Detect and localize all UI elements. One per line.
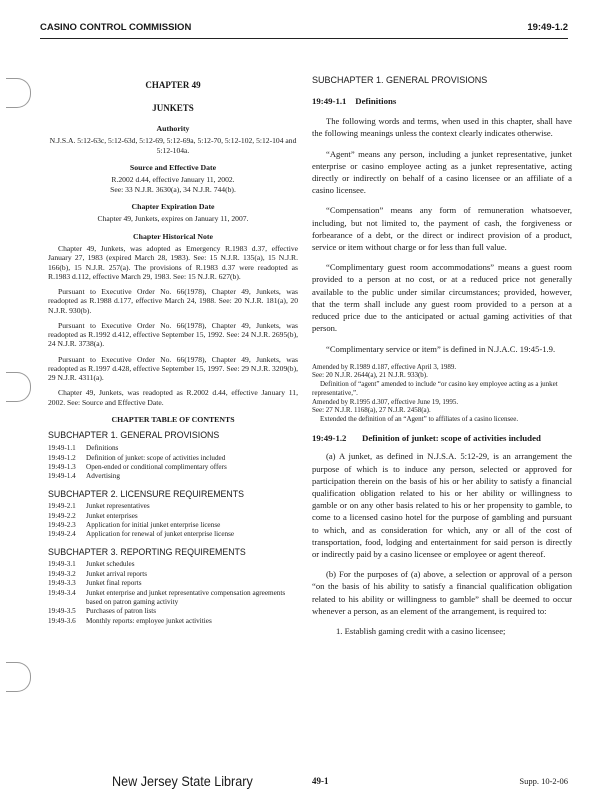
punch-hole-top bbox=[6, 78, 31, 108]
toc-row bbox=[48, 560, 298, 569]
chapter-title: JUNKETS bbox=[152, 102, 194, 113]
toc-title: Application for initial junket enterprise license bbox=[86, 521, 221, 530]
header-rule bbox=[40, 38, 568, 39]
expiration-heading: Chapter Expiration Date bbox=[131, 201, 215, 211]
toc-row bbox=[48, 589, 298, 608]
section-number: 19:49-1.1 bbox=[312, 95, 347, 106]
toc-row bbox=[48, 607, 298, 616]
toc-number: 19:49-3.4 bbox=[48, 588, 76, 597]
subchapter-heading: SUBCHAPTER 1. GENERAL PROVISIONS bbox=[312, 75, 488, 85]
history-line: See: 20 N.J.R. 2644(a), 21 N.J.R. 933(b). bbox=[312, 371, 428, 380]
section-title: Definition of junket: scope of activities included bbox=[362, 432, 541, 443]
history-line: Amended by R.1989 d.187, effective April 3, 1989. bbox=[312, 362, 457, 371]
toc-row bbox=[48, 521, 298, 530]
section-title: Definitions bbox=[355, 95, 397, 106]
history-paragraph-2: Pursuant to Executive Order No. 66(1978), Chapter 49, Junkets, was readopted as R.1988 d.177, effective March 24, 1988. See: 20 N.J.R. 181(a), 20 N.J.R. 930(b). bbox=[48, 287, 298, 315]
toc-subchapter-title: SUBCHAPTER 1. GENERAL PROVISIONS bbox=[48, 430, 220, 441]
toc-row bbox=[48, 472, 298, 481]
toc-row bbox=[48, 530, 298, 539]
toc-title: Open-ended or conditional complimentary offers bbox=[86, 462, 227, 471]
toc-number: 19:49-2.2 bbox=[48, 511, 76, 520]
authority-text: N.J.S.A. 5:12-63c, 5:12-63d, 5:12-69, 5:12-69a, 5:12-70, 5:12-102, 5:12-104 and 5:12-104a. bbox=[49, 136, 297, 155]
toc-number: 19:49-3.1 bbox=[48, 560, 76, 569]
toc-row bbox=[48, 502, 298, 511]
history-line: Amended by R.1995 d.307, effective June 19, 1995. bbox=[312, 397, 459, 406]
toc-row bbox=[48, 454, 298, 463]
toc-row bbox=[48, 463, 298, 472]
section-heading-1-2 bbox=[312, 432, 572, 444]
list-item-1: 1. Establish gaming credit with a casino licensee; bbox=[336, 626, 506, 637]
right-column bbox=[312, 74, 572, 637]
source-line-1: R.2002 d.44, effective January 11, 2002. bbox=[111, 175, 235, 185]
page-number: 49-1 bbox=[312, 776, 329, 786]
toc-number: 19:49-3.2 bbox=[48, 569, 76, 578]
toc-number: 19:49-1.1 bbox=[48, 444, 76, 453]
running-header bbox=[40, 22, 568, 36]
toc-title: Junket final reports bbox=[86, 579, 142, 588]
toc-title: Monthly reports: employee junket activities bbox=[86, 616, 212, 625]
history-line: Extended the definition of an “Agent” to affiliates of a casino licensee. bbox=[320, 415, 519, 424]
toc-number: 19:49-1.2 bbox=[48, 453, 76, 462]
authority-heading: Authority bbox=[156, 123, 190, 133]
history-paragraph-4: Pursuant to Executive Order No. 66(1978), Chapter 49, Junkets, was readopted as R.1997 d.428, effective September 15, 1997. See: 29 N.J.R. 3209(b), 29 N.J.R. 4311(a). bbox=[48, 354, 298, 383]
definitions-intro: The following words and terms, when used in this chapter, shall have the following meanings unless the context clearly indicates otherwise. bbox=[312, 116, 572, 139]
definition-agent: “Agent” means any person, including a junket representative, junket enterprise or casino employee acting as a junket representative, acting directly or indirectly on behalf of a casino licensee or an affiliate of a casino licensee. bbox=[312, 148, 572, 196]
definition-guest-room: “Complimentary guest room accommodations” means a guest room provided to a person at no cost, or at a reduced price not generally available to the public under similar circumstances; provided, however, that the term shall include any guest room provided to a person at a reduced price due to the anticipated or actual gaming activities of that person. bbox=[312, 262, 572, 334]
toc-title: Definitions bbox=[86, 444, 119, 453]
toc-number: 19:49-2.1 bbox=[48, 502, 76, 511]
chapter-number: CHAPTER 49 bbox=[145, 80, 201, 90]
toc-title: Purchases of patron lists bbox=[86, 607, 157, 616]
toc-title: Junket enterprises bbox=[86, 511, 138, 520]
toc-subchapter-title: SUBCHAPTER 3. REPORTING REQUIREMENTS bbox=[48, 546, 246, 557]
toc-title: Advertising bbox=[86, 472, 120, 481]
toc-title: Application for renewal of junket enterprise license bbox=[86, 530, 235, 539]
supplement-date: Supp. 10-2-06 bbox=[519, 776, 568, 786]
toc-row bbox=[48, 512, 298, 521]
definition-service-item: “Complimentary service or item” is defined in N.J.A.C. 19:45-1.9. bbox=[326, 343, 556, 354]
toc-heading: CHAPTER TABLE OF CONTENTS bbox=[111, 414, 235, 424]
toc-title: Definition of junket: scope of activities included bbox=[86, 453, 226, 462]
section-number: 19:49-1.2 bbox=[312, 432, 347, 443]
left-column bbox=[48, 80, 298, 633]
toc-title: Junket representatives bbox=[86, 502, 150, 511]
toc-subchapter-title: SUBCHAPTER 2. LICENSURE REQUIREMENTS bbox=[48, 488, 245, 499]
toc-title: Junket enterprise and junket representative compensation agreements based on patron gaming activity bbox=[86, 588, 286, 606]
toc-number: 19:49-2.4 bbox=[48, 530, 76, 539]
toc-number: 19:49-1.4 bbox=[48, 472, 76, 481]
history-heading: Chapter Historical Note bbox=[133, 231, 213, 241]
history-paragraph-3: Pursuant to Executive Order No. 66(1978), Chapter 49, Junkets, was readopted as R.1992 d.412, effective September 15, 1992. See: 24 N.J.R. 2695(b), 24 N.J.R. 3738(a). bbox=[48, 320, 298, 349]
history-line: See: 27 N.J.R. 1168(a), 27 N.J.R. 2458(a). bbox=[312, 406, 431, 415]
toc-row bbox=[48, 444, 298, 453]
toc-row bbox=[48, 579, 298, 588]
punch-hole-middle bbox=[6, 372, 31, 402]
toc-number: 19:49-3.3 bbox=[48, 579, 76, 588]
paragraph-a: (a) A junket, as defined in N.J.S.A. 5:12-29, is an arrangement the purpose of which is to induce any person, selected or approved for participation therein on the basis of his or her ability to satisfy a financial qualification obligation related to his or her ability or willingness to gamble or on any other basis related to his or her propensity to gamble, to come to a licensed casino hotel for the purpose of gambling and pursuant to which, and as consideration for which, any or all of the cost of transportation, food, lodging and entertainment for said person is directly or indirectly paid by a casino licensee or employee or agent thereof. bbox=[312, 451, 572, 560]
history-paragraph-5: Chapter 49, Junkets, was readopted as R.2002 d.44, effective January 11, 2002. See: Source and Effective Date. bbox=[48, 388, 298, 407]
definition-compensation: “Compensation” means any form of remuneration whatsoever, including, but not limited to, the payment of cash, the forgiveness or forbearance of a debt, or the direct or indirect provision of a product, service or item without charge or for less than full value. bbox=[312, 205, 572, 253]
amendment-history bbox=[312, 363, 572, 424]
toc-title: Junket schedules bbox=[86, 560, 135, 569]
paragraph-b: (b) For the purposes of (a) above, a selection or approval of a person “on the basis of his ability to satisfy a financial qualification obligation related to his ability or willingness to gamble” shall be deemed to occur whenever a person, as an element of the arrangement, is required to: bbox=[312, 569, 572, 616]
toc-number: 19:49-3.5 bbox=[48, 607, 76, 616]
history-line: Definition of “agent” amended to include “or casino key employee acting as a junket representative,”. bbox=[312, 380, 558, 397]
toc-subchapter-3 bbox=[48, 547, 298, 626]
header-agency: CASINO CONTROL COMMISSION bbox=[40, 22, 192, 33]
header-section: 19:49-1.2 bbox=[527, 22, 568, 33]
toc-row bbox=[48, 617, 298, 626]
toc-number: 19:49-3.6 bbox=[48, 616, 76, 625]
section-heading-1-1 bbox=[312, 95, 572, 107]
toc-title: Junket arrival reports bbox=[86, 569, 148, 578]
source-line-2: See: 33 N.J.R. 3630(a), 34 N.J.R. 744(b). bbox=[110, 184, 236, 194]
toc-subchapter-1 bbox=[48, 430, 298, 481]
punch-hole-bottom bbox=[6, 662, 31, 692]
expiration-text: Chapter 49, Junkets, expires on January 11, 2007. bbox=[97, 214, 249, 224]
toc-number: 19:49-2.3 bbox=[48, 521, 76, 530]
history-paragraph-1: Chapter 49, Junkets, was adopted as Emergency R.1983 d.37, effective January 27, 1983 (expired March 28, 1983). See: 15 N.J.R. 135(a), 15 N.J.R. 166(b), 15 N.J.R. 257(a). The provisions of R.1983 d.37 were readopted as R.1983 d.112, effective March 29, 1983. See: 15 N.J.R. 627(b). bbox=[48, 244, 298, 281]
toc-number: 19:49-1.3 bbox=[48, 462, 76, 471]
source-heading: Source and Effective Date bbox=[129, 162, 217, 172]
library-watermark: New Jersey State Library bbox=[112, 773, 253, 789]
toc-row bbox=[48, 570, 298, 579]
toc-subchapter-2 bbox=[48, 489, 298, 540]
